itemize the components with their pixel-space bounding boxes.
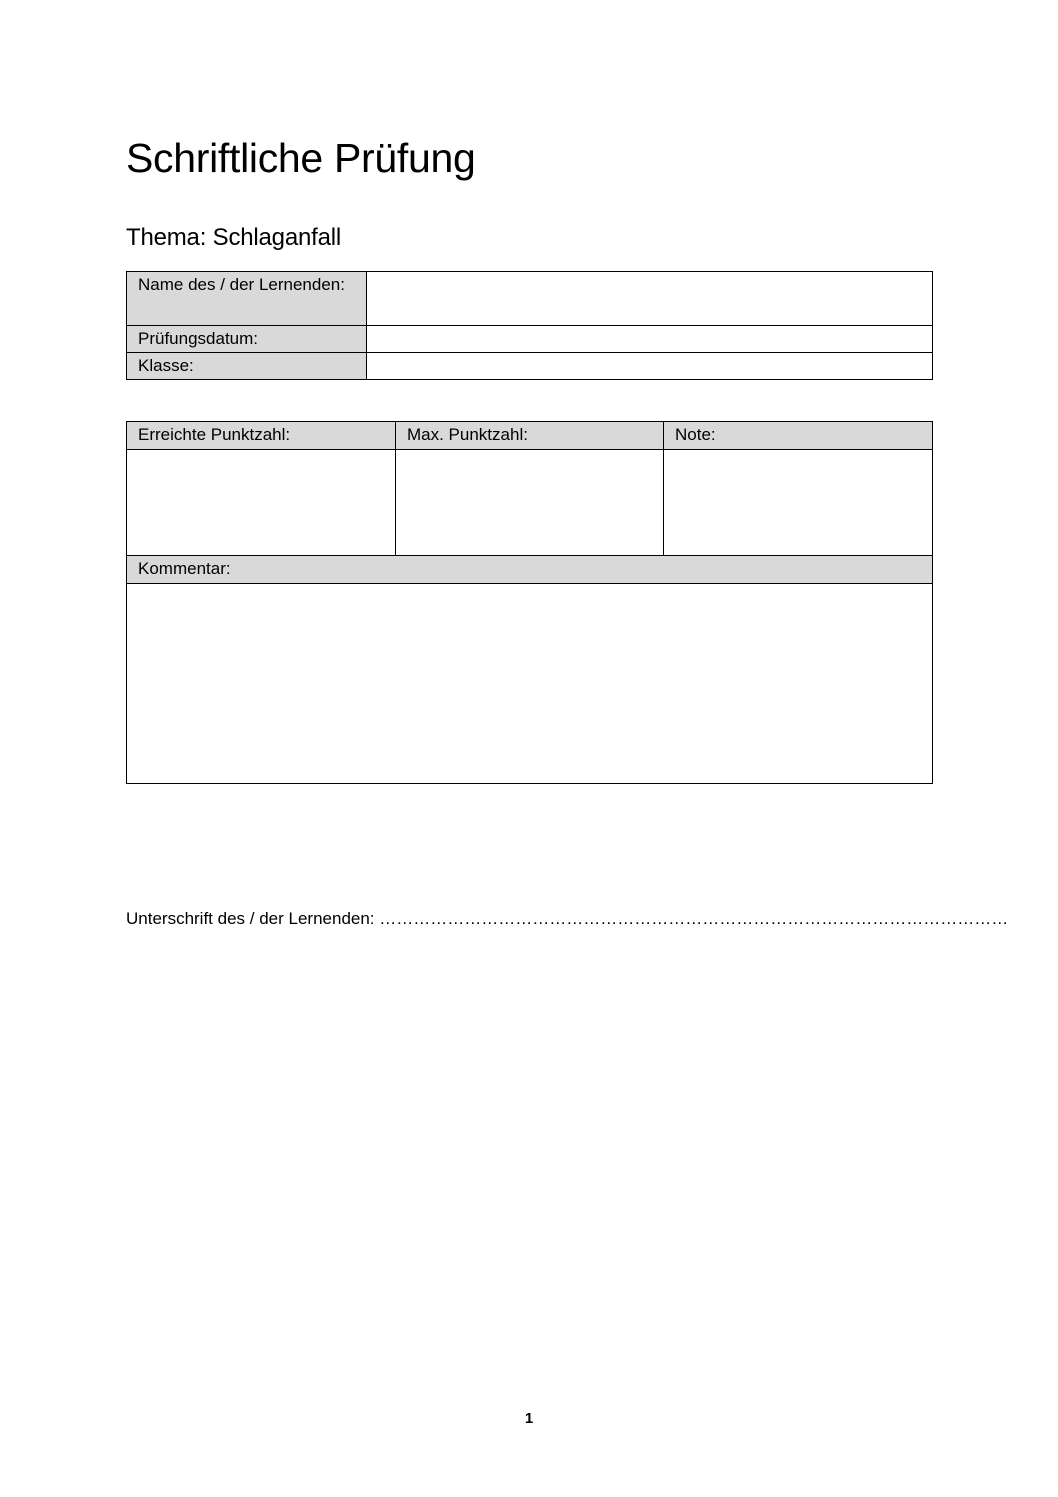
grading-table <box>126 421 933 784</box>
document-title: Schriftliche Prüfung <box>126 135 476 181</box>
document-topic: Thema: Schlaganfall <box>126 224 341 251</box>
student-name-label: Name des / der Lernenden: <box>127 272 367 326</box>
points-achieved-label: Erreichte Punktzahl: <box>127 422 396 450</box>
grade-field[interactable] <box>664 450 933 556</box>
page-number: 1 <box>524 1410 534 1427</box>
comment-field[interactable] <box>127 584 933 784</box>
comment-label: Kommentar: <box>127 556 933 584</box>
table-row <box>127 326 933 353</box>
signature-line <box>126 906 1008 932</box>
exam-date-label: Prüfungsdatum: <box>127 326 367 353</box>
class-label: Klasse: <box>127 353 367 380</box>
table-row <box>127 272 933 326</box>
signature-field[interactable]: ………………………………………………………………………………………………… <box>379 909 1009 928</box>
max-points-label: Max. Punktzahl: <box>396 422 664 450</box>
points-achieved-field[interactable] <box>127 450 396 556</box>
table-row <box>127 353 933 380</box>
signature-label: Unterschrift des / der Lernenden: <box>126 909 375 928</box>
grade-label: Note: <box>664 422 933 450</box>
student-info-table <box>126 271 933 380</box>
table-row <box>127 556 933 584</box>
table-row <box>127 450 933 556</box>
table-row <box>127 584 933 784</box>
class-field[interactable] <box>367 353 933 380</box>
student-name-field[interactable] <box>367 272 933 326</box>
max-points-field[interactable] <box>396 450 664 556</box>
table-row <box>127 422 933 450</box>
exam-date-field[interactable] <box>367 326 933 353</box>
